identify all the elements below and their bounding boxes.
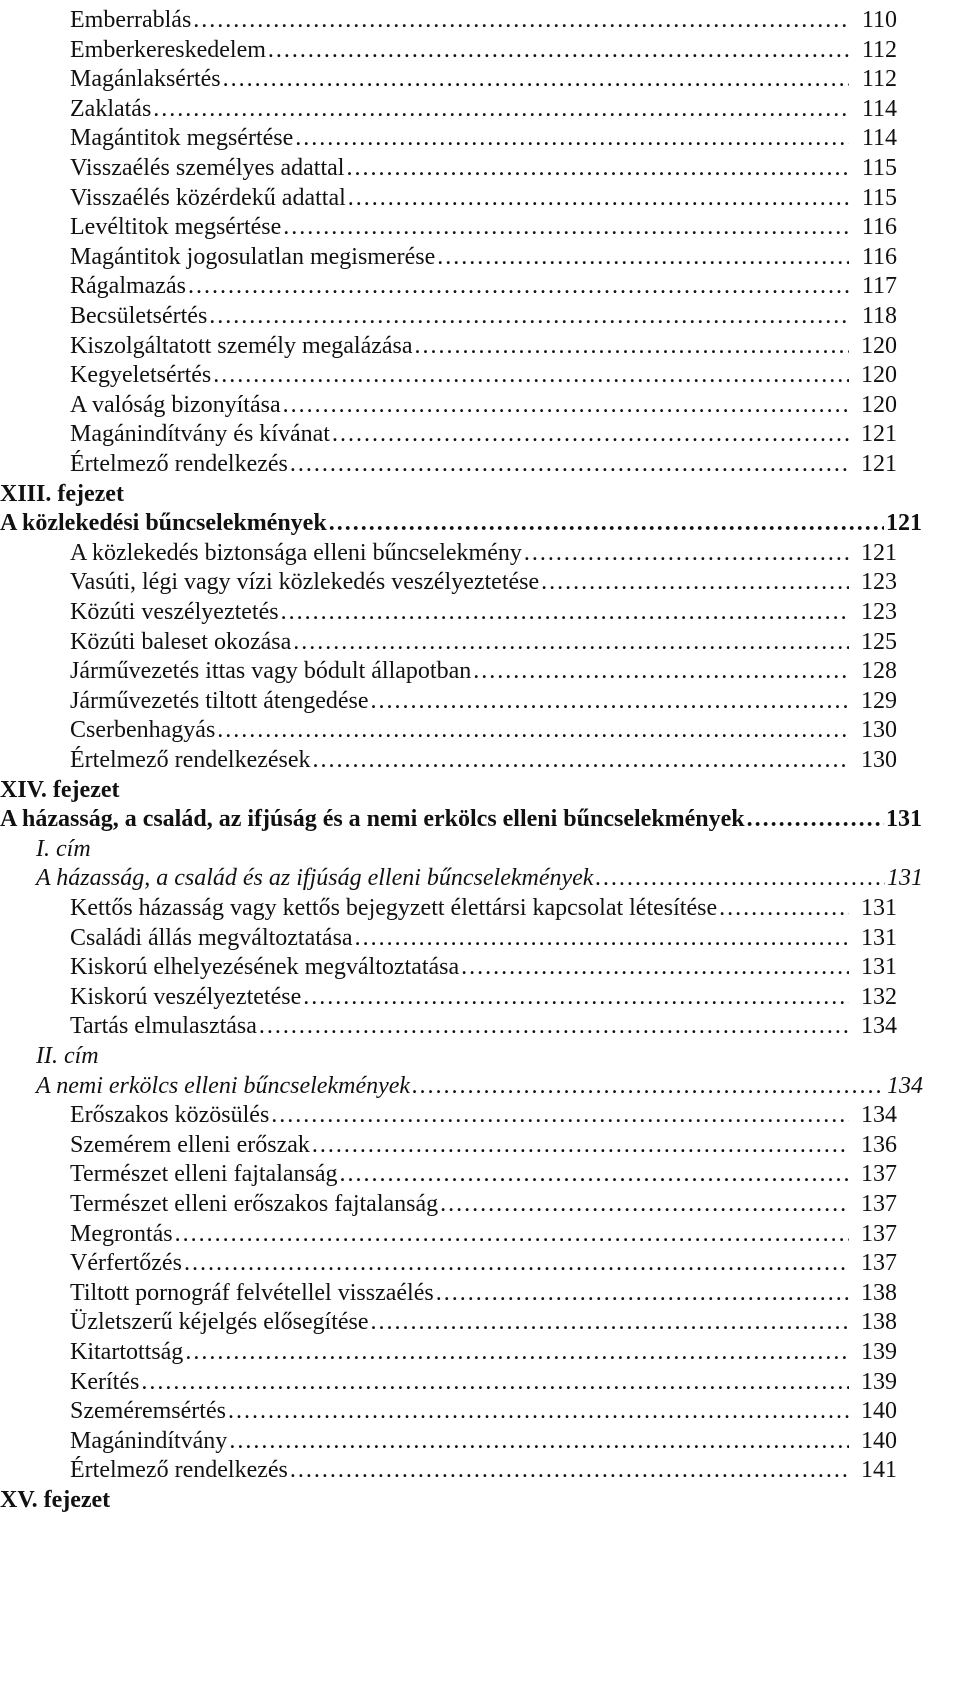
dot-leader <box>346 152 849 184</box>
chapter-title-page-number: 131 <box>886 806 922 832</box>
dot-leader <box>193 4 849 36</box>
chapter-number: XIII. fejezet <box>0 481 124 507</box>
toc-entry[interactable] <box>70 93 897 125</box>
toc-page-number: 137 <box>861 1191 897 1217</box>
toc-page-number: 138 <box>861 1280 897 1306</box>
toc-entry-label: Családi állás megváltoztatása <box>70 925 353 951</box>
toc-page-number: 112 <box>861 37 897 63</box>
toc-entry[interactable] <box>70 1366 897 1398</box>
toc-entry-label: Természet elleni fajtalanság <box>70 1161 338 1187</box>
dot-leader <box>440 1188 849 1220</box>
dot-leader <box>209 300 849 332</box>
dot-leader <box>332 418 849 450</box>
toc-page-number: 137 <box>861 1221 897 1247</box>
toc-entry[interactable] <box>70 418 897 450</box>
toc-page-number: 121 <box>861 540 897 566</box>
toc-entry-label: Emberkereskedelem <box>70 37 266 63</box>
dot-leader <box>153 93 849 125</box>
toc-page-number: 123 <box>861 569 897 595</box>
dot-leader <box>436 1277 849 1309</box>
toc-entry-label: Tiltott pornográf felvétellel visszaélés <box>70 1280 434 1306</box>
dot-leader <box>223 63 849 95</box>
toc-entry-label: Vasúti, légi vagy vízi közlekedés veszélyeztetése <box>70 569 540 595</box>
dot-leader <box>524 537 849 569</box>
toc-entry-label: Kiszolgáltatott személy megalázása <box>70 333 413 359</box>
dot-leader <box>348 182 849 214</box>
toc-entry[interactable] <box>70 270 897 302</box>
toc-entry[interactable] <box>70 1336 897 1368</box>
dot-leader <box>188 270 849 302</box>
toc-entry[interactable] <box>70 1158 897 1190</box>
dot-leader <box>371 685 849 717</box>
toc-entry[interactable] <box>70 241 897 273</box>
toc-entry-label: Természet elleni erőszakos fajtalanság <box>70 1191 439 1217</box>
toc-entry-label: Kiskorú veszélyeztetése <box>70 984 302 1010</box>
toc-entry[interactable] <box>70 359 897 391</box>
toc-entry-label: A valóság bizonyítása <box>70 392 281 418</box>
dot-leader <box>175 1218 849 1250</box>
toc-entry-label: Járművezetés ittas vagy bódult állapotban <box>70 658 472 684</box>
toc-page-number: 123 <box>861 599 897 625</box>
toc-entry-label: Kitartottság <box>70 1339 184 1365</box>
toc-page-number: 132 <box>861 984 897 1010</box>
toc-entry[interactable] <box>70 300 897 332</box>
toc-entry[interactable] <box>70 1188 897 1220</box>
toc-entry-label: Magánindítvány és kívánat <box>70 421 330 447</box>
chapter-title-label: A közlekedési bűncselekmények <box>0 510 327 536</box>
toc-entry[interactable] <box>70 1395 897 1427</box>
chapter-title-label: A házasság, a család, az ifjúság és a nemi erkölcs elleni bűncselekmények <box>0 806 745 832</box>
toc-entry[interactable] <box>70 1010 897 1042</box>
toc-entry[interactable] <box>70 211 897 243</box>
toc-page-number: 140 <box>861 1398 897 1424</box>
toc-page-number: 110 <box>861 7 897 33</box>
section-title-page-number: 134 <box>887 1073 923 1099</box>
dot-leader <box>271 1099 849 1131</box>
section-title-page-number: 131 <box>887 865 923 891</box>
toc-entry[interactable] <box>70 1099 897 1131</box>
toc-page-number: 131 <box>861 925 897 951</box>
toc-entry[interactable] <box>70 1129 897 1161</box>
toc-entry[interactable] <box>70 744 897 776</box>
toc-entry-label: Rágalmazás <box>70 273 186 299</box>
toc-entry-label: Üzletszerű kéjelgés elősegítése <box>70 1309 369 1335</box>
toc-entry-label: Kiskorú elhelyezésének megváltoztatása <box>70 954 460 980</box>
dot-leader <box>473 655 849 687</box>
toc-entry-label: Közúti baleset okozása <box>70 629 292 655</box>
toc-entry-label: Magántitok megsértése <box>70 125 294 151</box>
toc-entry[interactable] <box>70 330 897 362</box>
toc-entry-label: Visszaélés személyes adattal <box>70 155 345 181</box>
toc-page-number: 131 <box>861 954 897 980</box>
dot-leader <box>290 1454 849 1486</box>
toc-page-number: 134 <box>861 1013 897 1039</box>
toc-entry[interactable] <box>70 122 897 154</box>
toc-entry-label: Cserbenhagyás <box>70 717 216 743</box>
toc-page-number: 131 <box>861 895 897 921</box>
toc-entry-label: Értelmező rendelkezések <box>70 747 311 773</box>
dot-leader <box>229 1425 849 1457</box>
dot-leader <box>412 1070 885 1102</box>
toc-entry-label: Visszaélés közérdekű adattal <box>70 185 346 211</box>
toc-page-number: 139 <box>861 1339 897 1365</box>
dot-leader <box>259 1010 849 1042</box>
dot-leader <box>283 389 849 421</box>
toc-entry[interactable] <box>70 63 897 95</box>
toc-entry[interactable] <box>70 1454 897 1486</box>
dot-leader <box>184 1247 849 1279</box>
toc-entry[interactable] <box>70 981 897 1013</box>
dot-leader <box>313 744 849 776</box>
section-number: II. cím <box>36 1043 99 1069</box>
toc-entry-label: Vérfertőzés <box>70 1250 182 1276</box>
dot-leader <box>213 359 849 391</box>
toc-page-number: 121 <box>861 451 897 477</box>
dot-leader <box>329 507 884 539</box>
toc-entry[interactable] <box>70 566 897 598</box>
toc-entry[interactable] <box>70 152 897 184</box>
toc-page-number: 139 <box>861 1369 897 1395</box>
toc-page-number: 137 <box>861 1250 897 1276</box>
dot-leader <box>340 1158 849 1190</box>
toc-entry[interactable] <box>70 714 897 746</box>
toc-page-number: 130 <box>861 747 897 773</box>
dot-leader <box>295 122 849 154</box>
toc-entry[interactable] <box>70 922 897 954</box>
toc-entry-label: Magánlaksértés <box>70 66 221 92</box>
toc-entry-label: Szemérem elleni erőszak <box>70 1132 310 1158</box>
toc-page-number: 116 <box>861 214 897 240</box>
section-title-label: A nemi erkölcs elleni bűncselekmények <box>36 1073 411 1099</box>
dot-leader <box>303 981 849 1013</box>
section-title-label: A házasság, a család és az ifjúság elleni bűncselekmények <box>36 865 594 891</box>
toc-entry-label: Járművezetés tiltott átengedése <box>70 688 369 714</box>
toc-entry[interactable] <box>70 537 897 569</box>
dot-leader <box>541 566 849 598</box>
dot-leader <box>228 1395 849 1427</box>
toc-page-number: 137 <box>861 1161 897 1187</box>
toc-entry[interactable] <box>70 596 897 628</box>
toc-entry-label: Kettős házasság vagy kettős bejegyzett élettársi kapcsolat létesítése <box>70 895 718 921</box>
toc-entry-label: Kerítés <box>70 1369 140 1395</box>
toc-page-number: 116 <box>861 244 897 270</box>
toc-entry-label: Értelmező rendelkezés <box>70 451 288 477</box>
chapter-title-page-number: 121 <box>886 510 922 536</box>
toc-entry-label: Értelmező rendelkezés <box>70 1457 288 1483</box>
toc-entry[interactable] <box>70 389 897 421</box>
dot-leader <box>268 34 849 66</box>
toc-page-number: 130 <box>861 717 897 743</box>
dot-leader <box>185 1336 849 1368</box>
toc-page-number: 129 <box>861 688 897 714</box>
dot-leader <box>415 330 849 362</box>
dot-leader <box>461 951 849 983</box>
toc-entry-label: Közúti veszélyeztetés <box>70 599 279 625</box>
dot-leader <box>290 448 849 480</box>
toc-entry-label: A közlekedés biztonsága elleni bűncselekmény <box>70 540 522 566</box>
toc-page-number: 128 <box>861 658 897 684</box>
toc-entry-label: Tartás elmulasztása <box>70 1013 257 1039</box>
toc-page-number: 114 <box>861 96 897 122</box>
section-title[interactable] <box>36 862 923 894</box>
chapter-title[interactable] <box>0 803 922 835</box>
toc-page-number: 115 <box>861 155 897 181</box>
dot-leader <box>355 922 849 954</box>
toc-entry-label: Magánindítvány <box>70 1428 228 1454</box>
toc-entry[interactable] <box>70 1306 897 1338</box>
dot-leader <box>293 626 849 658</box>
dot-leader <box>141 1366 849 1398</box>
toc-entry[interactable] <box>70 685 897 717</box>
toc-page-number: 120 <box>861 392 897 418</box>
toc-entry-label: Becsületsértés <box>70 303 208 329</box>
toc-entry[interactable] <box>70 892 897 924</box>
toc-page-number: 120 <box>861 333 897 359</box>
toc-entry-label: Megrontás <box>70 1221 173 1247</box>
toc-entry-label: Emberrablás <box>70 7 192 33</box>
toc-entry-label: Zaklatás <box>70 96 152 122</box>
toc-entry[interactable] <box>70 1247 897 1279</box>
toc-entry[interactable] <box>70 1277 897 1309</box>
toc-page-number: 112 <box>861 66 897 92</box>
section-title[interactable] <box>36 1070 923 1102</box>
toc-page-number: 118 <box>861 303 897 329</box>
dot-leader <box>437 241 849 273</box>
dot-leader <box>747 803 884 835</box>
toc-entry[interactable] <box>70 626 897 658</box>
chapter-title[interactable] <box>0 507 922 539</box>
toc-page-number: 141 <box>861 1457 897 1483</box>
dot-leader <box>312 1129 849 1161</box>
toc-page-number: 125 <box>861 629 897 655</box>
toc-page-number: 140 <box>861 1428 897 1454</box>
toc-entry[interactable] <box>70 655 897 687</box>
toc-entry-label: Erőszakos közösülés <box>70 1102 270 1128</box>
toc-entry-label: Kegyeletsértés <box>70 362 212 388</box>
toc-page-number: 138 <box>861 1309 897 1335</box>
toc-page-number: 136 <box>861 1132 897 1158</box>
toc-entry[interactable] <box>70 951 897 983</box>
chapter-number: XV. fejezet <box>0 1487 111 1513</box>
toc-entry-label: Levéltitok megsértése <box>70 214 282 240</box>
toc-page-number: 121 <box>861 421 897 447</box>
toc-entry-label: Szeméremsértés <box>70 1398 226 1424</box>
toc-page-number: 115 <box>861 185 897 211</box>
toc-page-number: 120 <box>861 362 897 388</box>
toc-page-number: 134 <box>861 1102 897 1128</box>
toc-entry[interactable] <box>70 34 897 66</box>
toc-entry[interactable] <box>70 182 897 214</box>
toc-entry-label: Magántitok jogosulatlan megismerése <box>70 244 436 270</box>
section-number: I. cím <box>36 836 91 862</box>
dot-leader <box>217 714 849 746</box>
dot-leader <box>595 862 885 894</box>
toc-page-number: 114 <box>861 125 897 151</box>
chapter-number: XIV. fejezet <box>0 777 120 803</box>
toc-page-number: 117 <box>861 273 897 299</box>
dot-leader <box>283 211 849 243</box>
dot-leader <box>719 892 849 924</box>
toc-entry[interactable] <box>70 1425 897 1457</box>
dot-leader <box>281 596 849 628</box>
toc-entry[interactable] <box>70 448 897 480</box>
dot-leader <box>371 1306 849 1338</box>
toc-entry[interactable] <box>70 4 897 36</box>
toc-entry[interactable] <box>70 1218 897 1250</box>
